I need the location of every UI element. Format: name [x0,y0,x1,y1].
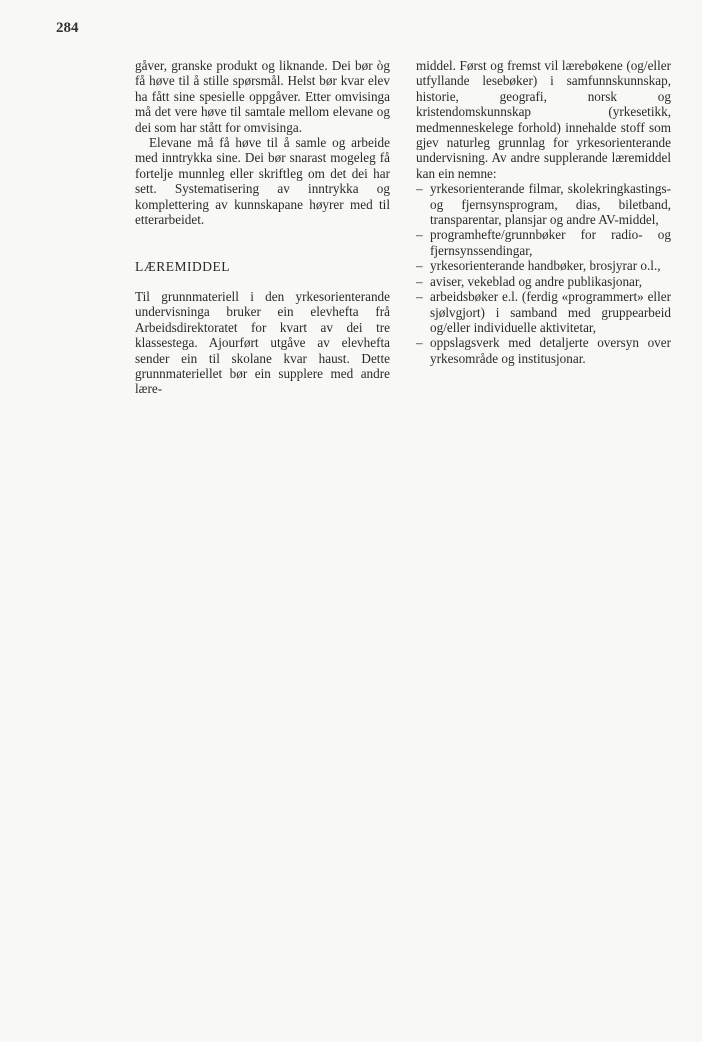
page-number: 284 [56,20,79,36]
left-paragraph-3: Til grunnmateriell i den yrkesorienterande undervisninga bruker ein elevhefta frå Arbeidsdirektoratet for kvart av dei tre klassestega. Ajourført utgåve av elevhefta sender ein til skolane kvar haust. Dette grunnmateriellet bør ein supplere med andre lære- [135,288,390,397]
list-item [416,274,671,289]
dash-marker: – [416,181,423,197]
list-item [416,335,671,366]
list-item-text: arbeidsbøker e.l. (ferdig «programmert» eller sjølvgjort) i samband med gruppearbeid og/eller individuelle aktivitetar, [430,289,671,335]
list-item-text: yrkesorienterande handbøker, brosjyrar o.l., [430,258,661,274]
left-paragraph-1: gåver, granske produkt og liknande. Dei bør òg få høve til å stille spørsmål. Helst bør kvar elev ha fått sine spesielle oppgåver. Etter omvisinga må det vere høve til samtale mellom elevane og dei som har stått for omvisinga. [135,58,390,135]
list-item-text: aviser, vekeblad og andre publikasjonar, [430,273,643,289]
right-column [416,58,671,366]
dash-marker: – [416,227,423,243]
section-heading: LÆREMIDDEL [135,259,230,275]
list-item [416,181,671,227]
list-item-text: oppslagsverk med detaljerte oversyn over yrkesområde og institusjonar. [430,335,671,366]
left-column [135,58,390,397]
right-paragraph-1: middel. Først og fremst vil lærebøkene (og/eller utfyllande lesebøker) i samfunnskunnskap, historie, geografi, norsk og kristendomskunnskap (yrkesetikk, medmenneskelege forhold) innehalde stoff som gjev naturleg grunnlag for yrkesorienterande undervisning. Av andre supplerande læremiddel kan ein nemne: [416,58,671,181]
list-item [416,289,671,335]
dash-marker: – [416,335,423,351]
resource-list [416,181,671,366]
dash-marker: – [416,289,423,305]
left-paragraph-2: Elevane må få høve til å samle og arbeide med inntrykka sine. Dei bør snarast mogeleg få fortelje munnleg eller skriftleg om det dei har sett. Systematisering av inntrykka og komplettering av kunnskapane høyrer med til etterarbeidet. [135,135,390,228]
list-item-text: yrkesorienterande filmar, skolekringkastings- og fjernsynsprogram, dias, biletband, transparentar, plansjar og andre AV-middel, [430,181,671,228]
dash-marker: – [416,273,423,289]
list-item [416,258,671,273]
list-item-text: programhefte/grunnbøker for radio- og fjernsynssendingar, [430,227,671,258]
dash-marker: – [416,258,423,274]
list-item [416,227,671,258]
